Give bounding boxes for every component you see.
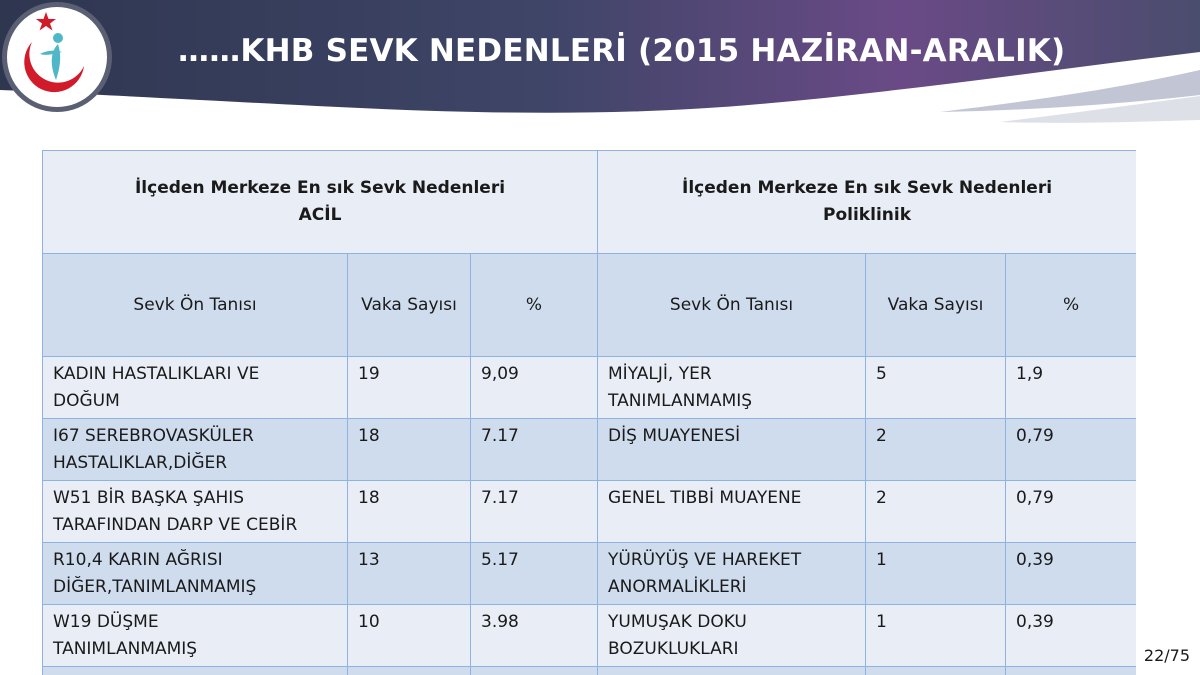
cell-line: I67 SEREBROVASKÜLER xyxy=(53,426,254,446)
acil-percent-cell: 7.17 xyxy=(471,481,598,543)
table-row xyxy=(43,419,1137,481)
acil-heading-line2: ACİL xyxy=(298,205,342,225)
poliklinik-count-cell xyxy=(866,667,1006,675)
section-header-row xyxy=(43,151,1137,254)
cell-line: TANIMLANMAMIŞ xyxy=(608,391,753,411)
poliklinik-diagnosis-cell xyxy=(598,419,866,481)
cell-line: W19 DÜŞME xyxy=(53,612,159,632)
poliklinik-count-cell: 1 xyxy=(866,605,1006,667)
table-row xyxy=(43,543,1137,605)
acil-percent-cell: 7.17 xyxy=(471,419,598,481)
cell-line: GENEL TIBBİ MUAYENE xyxy=(608,488,802,508)
poliklinik-percent-cell: 0,79 xyxy=(1006,481,1136,543)
table-row xyxy=(43,605,1137,667)
cell-line: ANORMALİKLERİ xyxy=(608,577,747,597)
poliklinik-col-count: Vaka Sayısı xyxy=(866,254,1006,357)
poliklinik-diagnosis-cell xyxy=(598,667,866,675)
acil-heading-line1: İlçeden Merkeze En sık Sevk Nedenleri xyxy=(134,178,506,198)
acil-percent-cell xyxy=(471,667,598,675)
page-number: 22/75 xyxy=(1143,646,1190,665)
cell-line: R10,4 KARIN AĞRISI xyxy=(53,550,223,570)
acil-count-cell: 18 xyxy=(348,481,471,543)
poliklinik-percent-cell: 0,39 xyxy=(1006,605,1136,667)
poliklinik-diagnosis-cell xyxy=(598,481,866,543)
poliklinik-percent-cell: 0,39 xyxy=(1006,543,1136,605)
poliklinik-diagnosis-cell xyxy=(598,605,866,667)
acil-count-cell: 19 xyxy=(348,357,471,419)
acil-count-cell: 10 xyxy=(348,605,471,667)
table-row xyxy=(43,481,1137,543)
referral-table-container xyxy=(42,150,1136,675)
acil-count-cell: 18 xyxy=(348,419,471,481)
cell-line: DİŞ MUAYENESİ xyxy=(608,426,741,446)
acil-diagnosis-cell xyxy=(43,605,348,667)
poliklinik-col-percent: % xyxy=(1006,254,1136,357)
table-row xyxy=(43,667,1137,675)
table-row xyxy=(43,357,1137,419)
acil-percent-cell: 5.17 xyxy=(471,543,598,605)
poliklinik-col-diagnosis: Sevk Ön Tanısı xyxy=(598,254,866,357)
acil-percent-cell: 3.98 xyxy=(471,605,598,667)
acil-col-count: Vaka Sayısı xyxy=(348,254,471,357)
poliklinik-percent-cell: 0,79 xyxy=(1006,419,1136,481)
cell-line: DİĞER,TANIMLANMAMIŞ xyxy=(53,577,257,597)
poliklinik-diagnosis-cell xyxy=(598,357,866,419)
cell-line: W51 BİR BAŞKA ŞAHIS xyxy=(53,488,245,508)
cell-line: KADIN HASTALIKLARI VE xyxy=(53,364,260,384)
column-header-row xyxy=(43,254,1137,357)
acil-diagnosis-cell xyxy=(43,481,348,543)
poliklinik-count-cell: 5 xyxy=(866,357,1006,419)
poliklinik-count-cell: 2 xyxy=(866,419,1006,481)
slide-title: ……KHB SEVK NEDENLERİ (2015 HAZİRAN-ARALIK) xyxy=(178,33,1066,69)
acil-percent-cell: 9,09 xyxy=(471,357,598,419)
acil-count-cell xyxy=(348,667,471,675)
acil-section-heading xyxy=(43,151,598,254)
poliklinik-diagnosis-cell xyxy=(598,543,866,605)
cell-line: TARAFINDAN DARP VE CEBİR xyxy=(53,515,298,535)
poliklinik-count-cell: 2 xyxy=(866,481,1006,543)
cell-line: YUMUŞAK DOKU xyxy=(608,612,747,632)
acil-count-cell: 13 xyxy=(348,543,471,605)
acil-diagnosis-cell xyxy=(43,357,348,419)
poliklinik-count-cell: 1 xyxy=(866,543,1006,605)
acil-diagnosis-cell xyxy=(43,543,348,605)
referral-reasons-table xyxy=(42,150,1136,675)
slide-header xyxy=(0,0,1200,135)
acil-diagnosis-cell xyxy=(43,419,348,481)
cell-line: MİYALJİ, YER xyxy=(608,364,712,384)
acil-col-diagnosis: Sevk Ön Tanısı xyxy=(43,254,348,357)
poliklinik-heading-line2: Poliklinik xyxy=(823,205,912,225)
ministry-of-health-logo xyxy=(0,0,114,114)
cell-line: YÜRÜYÜŞ VE HAREKET xyxy=(608,550,802,570)
acil-diagnosis-cell xyxy=(43,667,348,675)
poliklinik-percent-cell: 1,9 xyxy=(1006,357,1136,419)
acil-col-percent: % xyxy=(471,254,598,357)
cell-line: HASTALIKLAR,DİĞER xyxy=(53,453,228,473)
poliklinik-heading-line1: İlçeden Merkeze En sık Sevk Nedenleri xyxy=(682,178,1053,198)
poliklinik-percent-cell xyxy=(1006,667,1136,675)
cell-line: BOZUKLUKLARI xyxy=(608,639,739,659)
cell-line: DOĞUM xyxy=(53,391,120,411)
cell-line: TANIMLANMAMIŞ xyxy=(53,639,198,659)
poliklinik-section-heading xyxy=(598,151,1136,254)
